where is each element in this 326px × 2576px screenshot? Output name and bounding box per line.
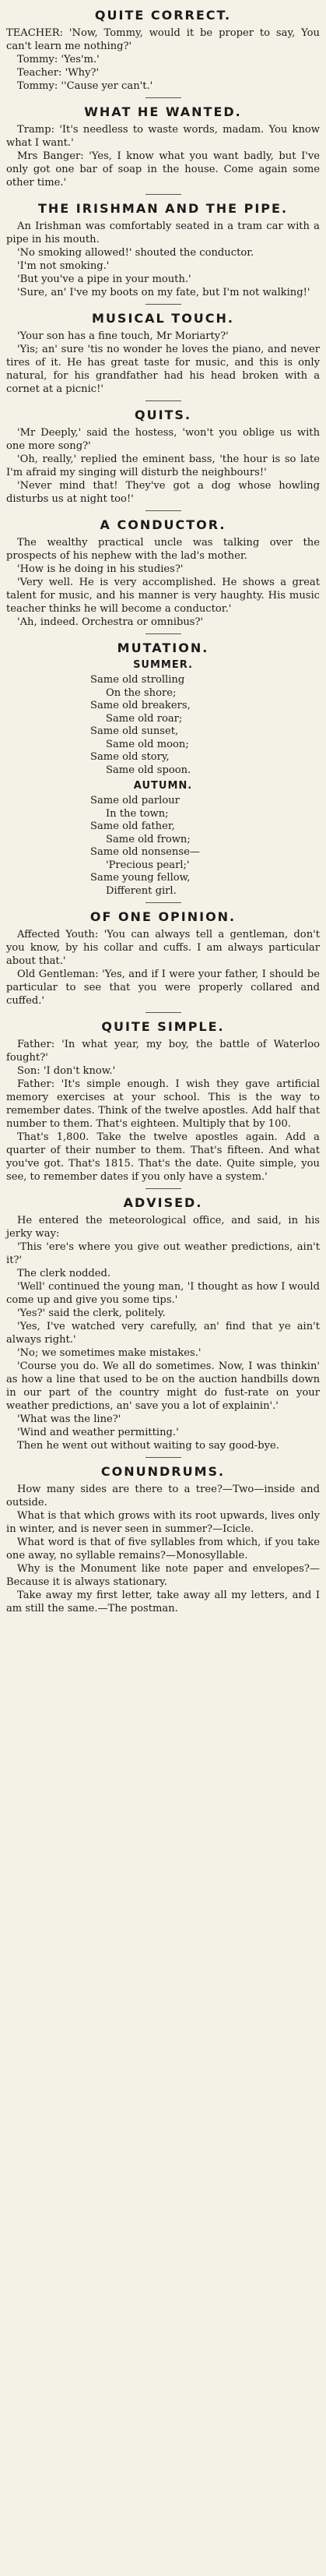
- section-heading: CONUNDRUMS.: [100, 1464, 226, 1479]
- article-section: [6, 510, 320, 629]
- section-divider: [145, 304, 181, 305]
- section-divider: [145, 97, 181, 98]
- section-heading: A CONDUCTOR.: [100, 517, 226, 532]
- paragraph: 'Your son has a fine touch, Mr Moriarty?': [17, 330, 229, 342]
- article-section: [6, 1012, 320, 1184]
- article-section: [6, 401, 320, 506]
- stanza-title: AUTUMN.: [133, 780, 193, 792]
- paragraph: Son: 'I don't know.': [17, 1065, 116, 1077]
- section-heading: OF ONE OPINION.: [89, 909, 237, 924]
- paragraph: Teacher: 'Why?': [17, 67, 100, 79]
- article-section: [6, 902, 320, 1007]
- poem-line: Same young fellow,: [90, 872, 191, 884]
- article-section: [6, 1188, 320, 1452]
- paragraph: Take away my first letter, take away all my letters, and I am still the same.—The postman.: [6, 1590, 320, 1614]
- paragraph: TEACHER: 'Now, Tommy, would it be proper to say, You can't learn me nothing?': [6, 27, 320, 52]
- section-heading: ADVISED.: [123, 1195, 203, 1210]
- paragraph: 'Yes, I've watched very carefully, an' find that ye ain't always right.': [6, 1321, 320, 1346]
- article-section: [6, 97, 320, 189]
- poem-line: Same old roar;: [106, 712, 183, 725]
- paragraph: 'Ah, indeed. Orchestra or omnibus?': [17, 616, 204, 628]
- paragraph: He entered the meteorological office, and said, in his jerky way:: [6, 1215, 320, 1240]
- section-heading: QUITS.: [134, 408, 192, 422]
- poem-line: On the shore;: [106, 686, 177, 699]
- paragraph: What word is that of five syllables from which, if you take one away, no syllable remains?—Monosyllable.: [6, 1537, 320, 1561]
- section-divider: [145, 1457, 181, 1458]
- poem-line: Different girl.: [106, 884, 177, 897]
- paragraph: 'Sure, an' I've my boots on my fate, but I'm not walking!': [17, 287, 310, 298]
- section-heading: MUTATION.: [117, 640, 209, 655]
- article-section: [6, 1457, 320, 1615]
- paragraph: 'Course you do. We all do sometimes. Now, I was thinkin' as how a line that used to be on the auction handbills down in our part of the country might do fust-rate on your weather predictions, an' save you a lot of explainin'.': [6, 1360, 320, 1412]
- article-section: [6, 8, 320, 93]
- poem-line: Same old parlour: [90, 795, 180, 806]
- section-divider: [145, 510, 181, 511]
- poem-line: Same old spoon.: [106, 764, 191, 776]
- section-divider: [145, 194, 181, 195]
- poem-stanza: [6, 780, 320, 898]
- poem-line: In the town;: [106, 807, 169, 820]
- paragraph: Tommy: ''Cause yer can't.': [17, 80, 153, 92]
- poem-line: Same old breakers,: [90, 700, 191, 711]
- paragraph: 'How is he doing in his studies?': [17, 563, 184, 575]
- poem-line: 'Precious pearl;': [106, 859, 190, 871]
- paragraph: 'This 'ere's where you give out weather predictions, ain't it?': [6, 1241, 320, 1266]
- paragraph: Old Gentleman: 'Yes, and if I were your father, I should be particular to see that you were properly collared and cuffed.': [6, 969, 320, 1007]
- paragraph: 'Very well. He is very accomplished. He shows a great talent for music, and his manner is very haughty. His music teacher thinks he will become a conductor.': [6, 577, 320, 615]
- paragraph: Tommy: 'Yes'm.': [17, 54, 100, 65]
- paragraph: 'Well' continued the young man, 'I thought as how I would come up and give you some tips.': [6, 1281, 320, 1306]
- paragraph: Father: 'It's simple enough. I wish they gave artificial memory exercises at your school. This is the way to remember dates. Think of the twelve apostles. Add half that number to them. That's eighteen. Multiply that by 100.: [6, 1078, 320, 1130]
- poem-line: Same old story,: [90, 751, 170, 763]
- section-heading: THE IRISHMAN AND THE PIPE.: [37, 201, 289, 216]
- poem-line: Same old moon;: [106, 738, 189, 750]
- paragraph: An Irishman was comfortably seated in a tram car with a pipe in his mouth.: [6, 221, 320, 245]
- poem-line: Same old frown;: [106, 833, 191, 845]
- section-heading: QUITE CORRECT.: [94, 8, 232, 23]
- paragraph: Then he went out without waiting to say good-bye.: [17, 1440, 279, 1452]
- paragraph: 'No smoking allowed!' shouted the conductor.: [17, 247, 254, 259]
- paragraph: 'Never mind that! They've got a dog whose howling disturbs us at night too!': [6, 480, 320, 505]
- poem-line: Same old father,: [90, 820, 175, 832]
- article-section: [6, 633, 320, 898]
- paragraph: 'But you've a pipe in your mouth.': [17, 273, 191, 285]
- paragraph: 'I'm not smoking.': [17, 260, 110, 272]
- article-section: [6, 304, 320, 396]
- section-heading: WHAT HE WANTED.: [84, 104, 242, 119]
- paragraph: Affected Youth: 'You can always tell a gentleman, don't you know, by his collar and cuffs. I am always particular about that.': [6, 929, 320, 967]
- paragraph: 'Yes?' said the clerk, politely.: [17, 1307, 166, 1319]
- paragraph: 'Oh, really,' replied the eminent bass, 'the hour is so late I'm afraid my singing will disturb the neighbours!': [6, 453, 320, 478]
- paragraph: 'Wind and weather permitting.': [17, 1427, 179, 1438]
- article-section: [6, 194, 320, 299]
- poem-line: Same old strolling: [90, 674, 185, 686]
- paragraph: How many sides are there to a tree?—Two—inside and outside.: [6, 1484, 320, 1509]
- poem-stanza: [6, 659, 320, 777]
- paragraph: 'No; we sometimes make mistakes.': [17, 1347, 202, 1359]
- section-heading: QUITE SIMPLE.: [101, 1019, 225, 1034]
- paragraph: Father: 'In what year, my boy, the battle of Waterloo fought?': [6, 1039, 320, 1064]
- paragraph: 'Mr Deeply,' said the hostess, 'won't you oblige us with one more song?': [6, 427, 320, 452]
- poem-line: Same old nonsense—: [90, 846, 200, 858]
- section-heading: MUSICAL TOUCH.: [92, 311, 234, 326]
- section-divider: [145, 1012, 181, 1013]
- paragraph: The clerk nodded.: [17, 1268, 111, 1279]
- paragraph: Tramp: 'It's needless to waste words, madam. You know what I want.': [6, 124, 320, 149]
- paragraph: That's 1,800. Take the twelve apostles again. Add a quarter of their number to them. That's fifteen. And what you've got. That's 1815. That's the date. Quite simple, you see, to remember dates if you only have a system.': [6, 1131, 320, 1183]
- paragraph: 'What was the line?': [17, 1413, 121, 1425]
- poem-line: Same old sunset,: [90, 725, 179, 737]
- paragraph: The wealthy practical uncle was talking over the prospects of his nephew with the lad's mother.: [6, 537, 320, 562]
- paragraph: What is that which grows with its root upwards, lives only in winter, and is never seen in summer?—Icicle.: [6, 1510, 320, 1535]
- stanza-title: SUMMER.: [133, 659, 193, 671]
- section-divider: [145, 1188, 181, 1189]
- paragraph: 'Yis; an' sure 'tis no wonder he loves the piano, and never tires of it. He has great taste for music, and this is only natural, for his grandfather had his head broken with a cornet at a picnic!': [6, 344, 320, 395]
- paragraph: Mrs Banger: 'Yes, I know what you want badly, but I've only got one bar of soap in the house. Come again some other time.': [6, 150, 320, 189]
- section-divider: [145, 902, 181, 903]
- paragraph: Why is the Monument like note paper and envelopes?—Because it is always stationary.: [6, 1563, 320, 1588]
- section-divider: [145, 633, 181, 634]
